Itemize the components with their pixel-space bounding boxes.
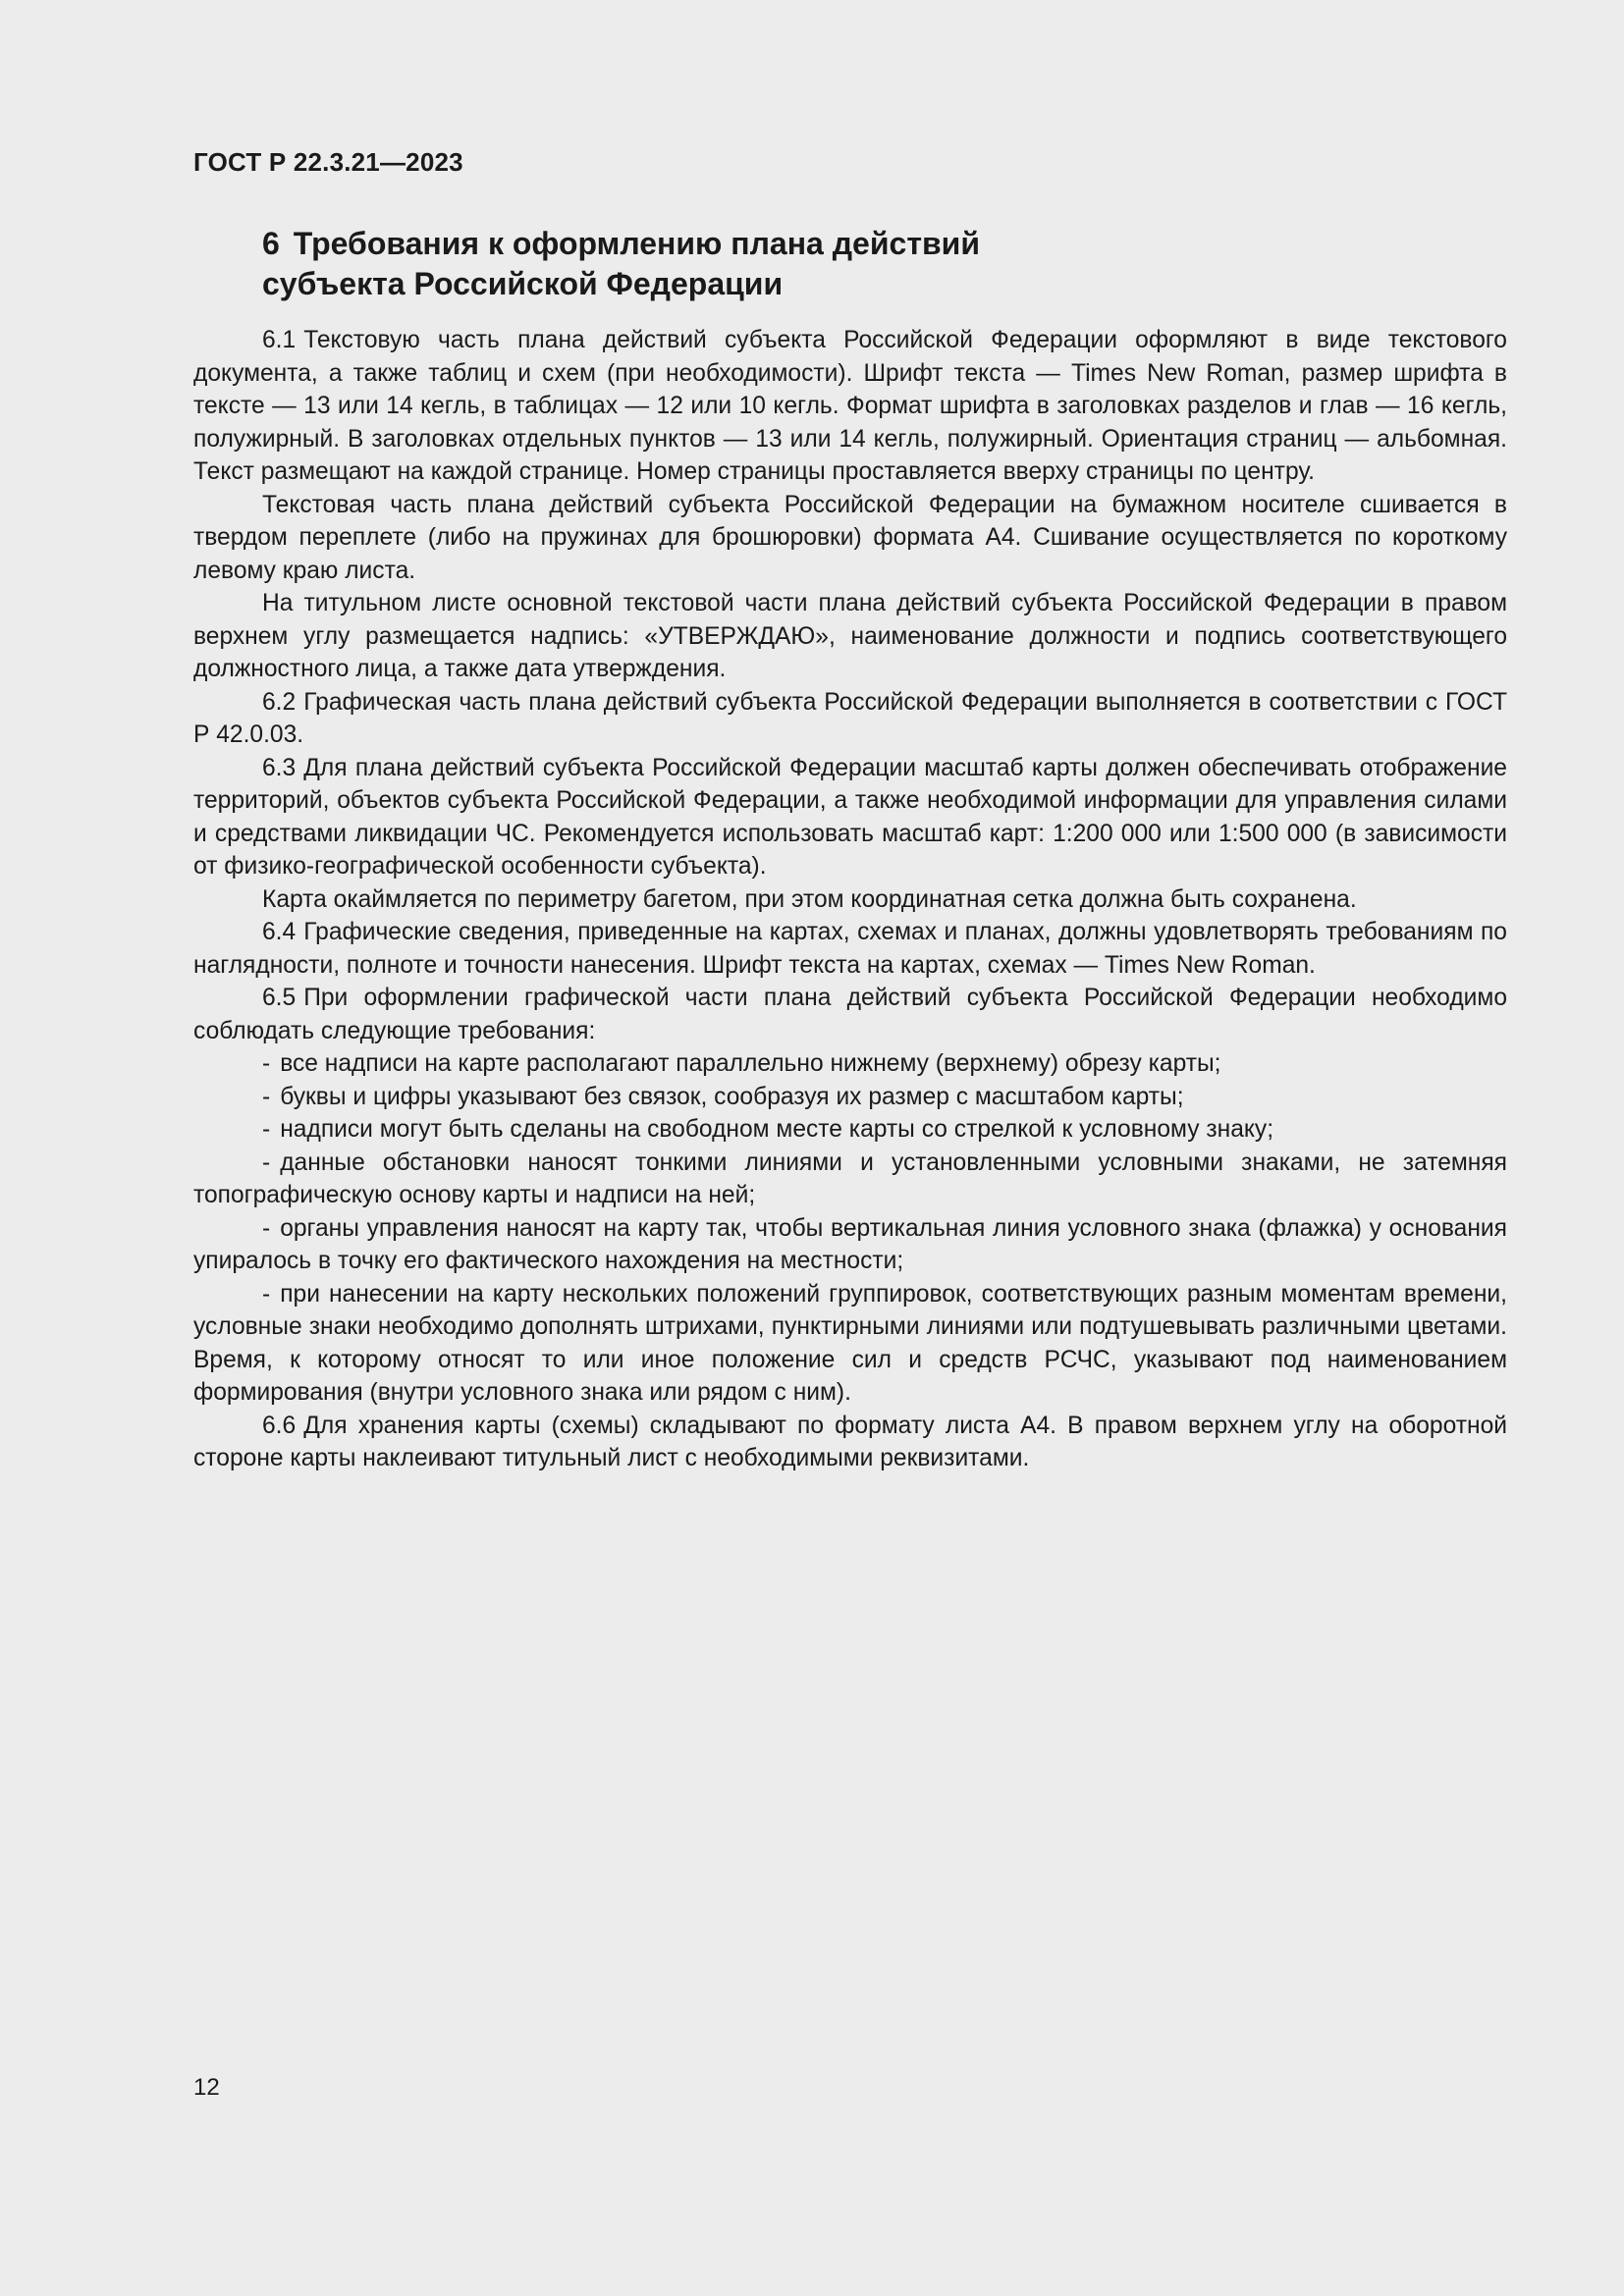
paragraph-text: При оформлении графической части плана действий субъекта Российской Федерации необходимо соблюдать следующие требования: [193,985,1507,1044]
paragraph-text: Для плана действий субъекта Российской Федерации масштаб карты должен обеспечивать отображение территорий, объектов субъекта Российской Федерации, а также необходимой информации для управления силами и средствами ликвидации ЧС. Рекомендуется использовать масштаб карт: 1:200 000 или 1:500 000 (в зависимости от физико-географической особенности субъекта). [193,754,1507,880]
list-item [193,1278,1507,1410]
clause-number: 6.6 [262,1412,297,1439]
paragraph-text: Графическая часть плана действий субъекта Российской Федерации выполняется в соответствии с ГОСТ Р 42.0.03. [193,688,1507,748]
list-item-text: надписи могут быть сделаны на свободном месте карты со стрелкой к условному знаку; [280,1116,1274,1143]
list-dash: - [262,1083,271,1110]
clause-number: 6.2 [262,688,297,716]
list-item-text: данные обстановки наносят тонкими линиями и установленными условными знаками, не затемняя топографическую основу карты и надписи на ней; [193,1148,1507,1208]
list-item-text: при нанесении на карту нескольких положений группировок, соответствующих разным моментам времени, условные знаки необходимо дополнять штрихами, пунктирными линиями или подтушевывать различными цветами. Время, к которому относят то или иное положение сил и средств РСЧС, указывают под наименованием формирования (внутри условного знака или рядом с ним). [193,1280,1507,1406]
paragraph-6-4 [193,916,1507,982]
paragraph-text: Для хранения карты (схемы) складывают по формату листа А4. В правом верхнем углу на оборотной стороне карты наклеивают титульный лист с необходимыми реквизитами. [193,1412,1507,1471]
paragraph-6-5 [193,982,1507,1047]
list-item-text: органы управления наносят на карту так, чтобы вертикальная линия условного знака (флажка) у основания упиралось в точку его фактического нахождения на местности; [193,1214,1507,1274]
list-dash: - [262,1148,271,1176]
section-heading [262,224,1342,304]
paragraph-6-3-frame: Карта окаймляется по периметру багетом, при этом координатная сетка должна быть сохранена. [262,885,1357,913]
list-item-text: буквы и цифры указывают без связок, сообразуя их размер с масштабом карты; [280,1083,1184,1110]
paragraph-6-2 [193,686,1507,752]
list-dash: - [262,1116,271,1143]
section-title-line-1: Требования к оформлению плана действий [293,226,980,261]
paragraph-6-6 [193,1410,1507,1475]
paragraph-text: Графические сведения, приведенные на картах, схемах и планах, должны удовлетворять требованиям по наглядности, полноте и точности нанесения. Шрифт текста на картах, схемах — Times New Roman. [193,919,1507,979]
section-title-line-2: субъекта Российской Федерации [262,266,784,301]
paragraph-6-1-binding: Текстовая часть плана действий субъекта Российской Федерации на бумажном носителе сшивается в твердом переплете (либо на пружинах для брошюровки) формата А4. Сшивание осуществляется по короткому левому краю листа. [193,491,1507,584]
paragraph-6-1 [193,324,1507,489]
paragraph-text: Текстовую часть плана действий субъекта Российской Федерации оформляют в виде текстового документа, а также таблиц и схем (при необходимости). Шрифт текста — Times New Roman, размер шрифта в тексте — 13 или 14 кегль, в таблицах — 12 или 10 кегль. Формат шрифта в заголовках разделов и глав — 16 кегль, полужирный. В заголовках отдельных пунктов — 13 или 14 кегль, полужирный. Ориентация страниц — альбомная. Текст размещают на каждой странице. Номер страницы проставляется вверху страницы по центру. [193,327,1507,485]
list-item [193,1147,1507,1212]
page-number: 12 [193,2074,220,2101]
section-body [193,324,1507,1475]
clause-number: 6.4 [262,919,297,945]
list-dash: - [262,1050,271,1077]
list-item [193,1047,1507,1081]
list-dash: - [262,1214,271,1242]
clause-number: 6.5 [262,985,297,1011]
section-heading-line-1 [262,224,1342,264]
paragraph-6-3 [193,752,1507,883]
document-code-header: ГОСТ Р 22.3.21—2023 [193,147,463,177]
list-item [193,1113,1507,1147]
clause-number: 6.1 [262,327,297,353]
list-item-text: все надписи на карте располагают параллельно нижнему (верхнему) обрезу карты; [280,1050,1221,1077]
list-item [193,1212,1507,1278]
paragraph-6-1-title-sheet: На титульном листе основной текстовой части плана действий субъекта Российской Федерации в правом верхнем углу размещается надпись: «УТВЕРЖДАЮ», наименование должности и подпись соответствующего должностного лица, а также дата утверждения. [193,590,1507,682]
list-dash: - [262,1280,271,1308]
section-number: 6 [262,226,280,261]
clause-number: 6.3 [262,754,297,781]
list-item [193,1081,1507,1114]
